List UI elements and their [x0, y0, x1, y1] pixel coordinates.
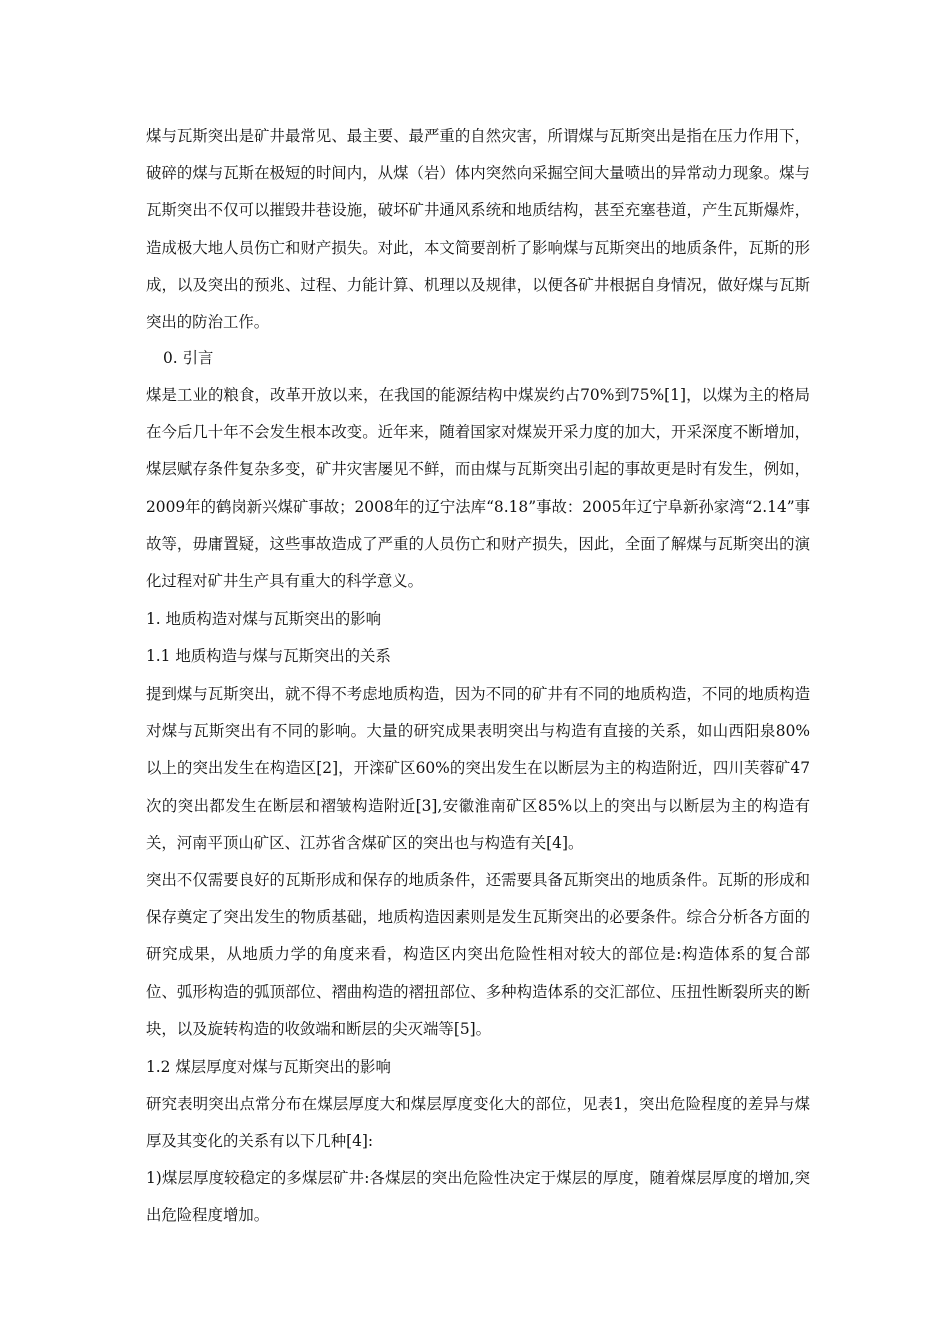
section-1-2-list-item-1: 1)煤层厚度较稳定的多煤层矿井:各煤层的突出危险性决定于煤层的厚度，随着煤层厚度的增加,突出危险程度增加。	[146, 1169, 810, 1225]
section-1-2-paragraph-1: 研究表明突出点常分布在煤层厚度大和煤层厚度变化大的部位，见表1，突出危险程度的差异与煤厚及其变化的关系有以下几种[4]:	[146, 1095, 810, 1151]
section-1-heading: 1. 地质构造对煤与瓦斯突出的影响	[146, 610, 382, 628]
intro-paragraph: 煤是工业的粮食，改革开放以来，在我国的能源结构中煤炭约占70%到75%[1]，以煤为主的格局在今后几十年不会发生根本改变。近年来，随着国家对煤炭开采力度的加大，开采深度不断增加，煤层赋存条件复杂多变，矿井灾害屡见不鲜，而由煤与瓦斯突出引起的事故更是时有发生，例如，2009年的鹤岗新兴煤矿事故；2008年的辽宁法库“8.18”事故：2005年辽宁阜新孙家湾“2.14”事故等，毋庸置疑，这些事故造成了严重的人员伤亡和财产损失，因此，全面了解煤与瓦斯突出的演化过程对矿井生产具有重大的科学意义。	[146, 386, 810, 591]
section-1-2-heading: 1.2 煤层厚度对煤与瓦斯突出的影响	[146, 1058, 391, 1076]
section-1-1-paragraph-2: 突出不仅需要良好的瓦斯形成和保存的地质条件，还需要具备瓦斯突出的地质条件。瓦斯的形成和保存奠定了突出发生的物质基础，地质构造因素则是发生瓦斯突出的必要条件。综合分析各方面的研究成果，从地质力学的角度来看，构造区内突出危险性相对较大的部位是:构造体系的复合部位、弧形构造的弧顶部位、褶曲构造的褶扭部位、多种构造体系的交汇部位、压扭性断裂所夹的断块，以及旋转构造的收敛端和断层的尖灭端等[5]。	[146, 871, 810, 1038]
section-1-1-paragraph-1: 提到煤与瓦斯突出，就不得不考虑地质构造，因为不同的矿井有不同的地质构造，不同的地质构造对煤与瓦斯突出有不同的影响。大量的研究成果表明突出与构造有直接的关系，如山西阳泉80%以上的突出发生在构造区[2]，开滦矿区60%的突出发生在以断层为主的构造附近，四川芙蓉矿47次的突出都发生在断层和褶皱构造附近[3],安徽淮南矿区85%以上的突出与以断层为主的构造有关，河南平顶山矿区、江苏省含煤矿区的突出也与构造有关[4]。	[146, 685, 810, 852]
section-1-1-heading: 1.1 地质构造与煤与瓦斯突出的关系	[146, 647, 391, 665]
abstract-paragraph: 煤与瓦斯突出是矿井最常见、最主要、最严重的自然灾害，所谓煤与瓦斯突出是指在压力作用下，破碎的煤与瓦斯在极短的时间内，从煤（岩）体内突然向采掘空间大量喷出的异常动力现象。煤与瓦斯突出不仅可以摧毁井巷设施，破坏矿井通风系统和地质结构，甚至充塞巷道，产生瓦斯爆炸，造成极大地人员伤亡和财产损失。对此，本文简要剖析了影响煤与瓦斯突出的地质条件，瓦斯的形成，以及突出的预兆、过程、力能计算、机理以及规律，以便各矿井根据自身情况，做好煤与瓦斯突出的防治工作。	[146, 127, 810, 332]
section-0-heading: 0. 引言	[163, 349, 214, 367]
